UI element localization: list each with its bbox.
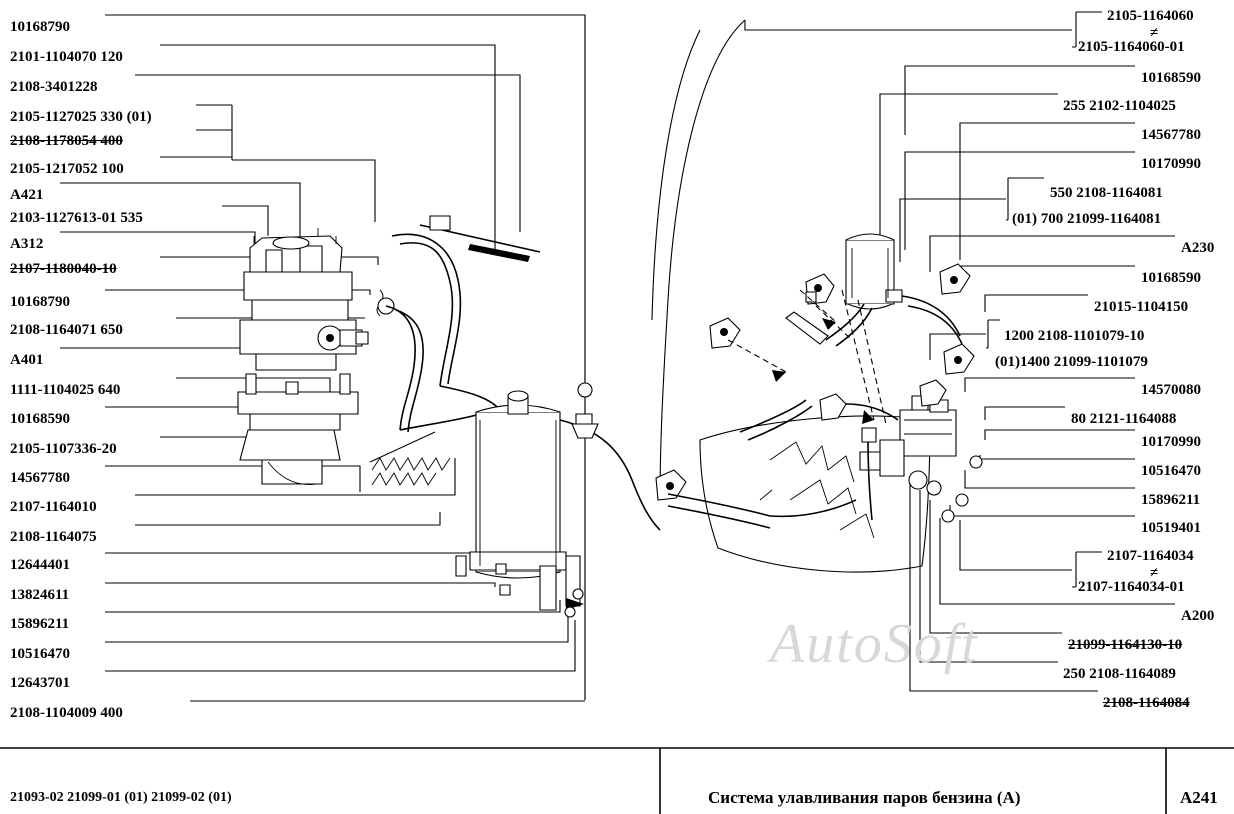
part-number-label: 10516470	[1141, 463, 1201, 479]
footer-title: Система улавливания паров бензина (А)	[708, 788, 1021, 807]
part-number-label: 2105-1164060-01	[1078, 39, 1185, 55]
part-number-label: 2105-1107336-20	[10, 441, 117, 457]
part-number-label: 12644401	[10, 557, 70, 573]
part-number-label: 10168590	[1141, 70, 1201, 86]
part-number-label: 14567780	[10, 470, 70, 486]
part-number-label: 10170990	[1141, 434, 1201, 450]
part-number-label: А200	[1181, 608, 1215, 624]
part-number-label: 10168790	[10, 19, 70, 35]
part-number-label: 10170990	[1141, 156, 1201, 172]
part-number-label: 1111-1104025 640	[10, 382, 121, 398]
footer-sheet-code: A241	[1180, 788, 1218, 807]
part-number-label: 2108-1164075	[10, 529, 97, 545]
part-number-label: 15896211	[10, 616, 70, 632]
part-number-label: А401	[10, 352, 44, 368]
part-number-label: 2108-3401228	[10, 79, 98, 95]
part-number-label: 80 2121-1164088	[1071, 411, 1177, 427]
part-number-label: 2101-1104070 120	[10, 49, 123, 65]
part-number-label: 1200 2108-1101079-10	[1004, 328, 1145, 344]
part-number-label: А312	[10, 236, 44, 252]
part-number-label: 21015-1104150	[1094, 299, 1189, 315]
part-number-label: 2103-1127613-01 535	[10, 210, 143, 226]
part-number-label: 10519401	[1141, 520, 1201, 536]
part-number-label: 2105-1164060	[1107, 8, 1194, 24]
part-number-label: (01)1400 21099-1101079	[995, 354, 1148, 370]
part-number-label: А230	[1181, 240, 1215, 256]
part-number-label: 10168590	[10, 411, 70, 427]
part-number-label: 12643701	[10, 675, 70, 691]
part-number-label: 550 2108-1164081	[1050, 185, 1163, 201]
part-number-label: 13824611	[10, 587, 70, 603]
part-number-label: 2108-1164084	[1103, 695, 1190, 711]
part-number-label: 255 2102-1104025	[1063, 98, 1176, 114]
part-number-label: ≠	[1150, 565, 1159, 581]
part-number-label: 21099-1164130-10	[1068, 637, 1183, 653]
footer-models: 21093-02 21099-01 (01) 21099-02 (01)	[10, 790, 232, 805]
part-number-label: А421	[10, 187, 44, 203]
part-number-label: 250 2108-1164089	[1063, 666, 1176, 682]
part-number-label: 2107-1164034	[1107, 548, 1194, 564]
part-number-label: 2108-1164071 650	[10, 322, 123, 338]
part-number-label: 10168790	[10, 294, 70, 310]
part-number-label: 2105-1127025 330 (01)	[10, 109, 152, 125]
part-number-label: 2105-1217052 100	[10, 161, 124, 177]
part-number-label: 14570080	[1141, 382, 1201, 398]
part-number-label: 2107-1180040-10	[10, 261, 117, 277]
part-number-label: 14567780	[1141, 127, 1201, 143]
part-number-label: 10516470	[10, 646, 70, 662]
part-number-label: 10168590	[1141, 270, 1201, 286]
part-number-label: 2107-1164034-01	[1078, 579, 1185, 595]
watermark: AutoSoft	[770, 613, 979, 675]
part-number-label: 2108-1178054 400	[10, 133, 123, 149]
part-number-label: 2107-1164010	[10, 499, 97, 515]
part-number-label: (01) 700 21099-1164081	[1012, 211, 1162, 227]
part-number-label: 15896211	[1141, 492, 1201, 508]
part-number-label: 2108-1104009 400	[10, 705, 123, 721]
part-number-label: ≠	[1150, 25, 1159, 41]
